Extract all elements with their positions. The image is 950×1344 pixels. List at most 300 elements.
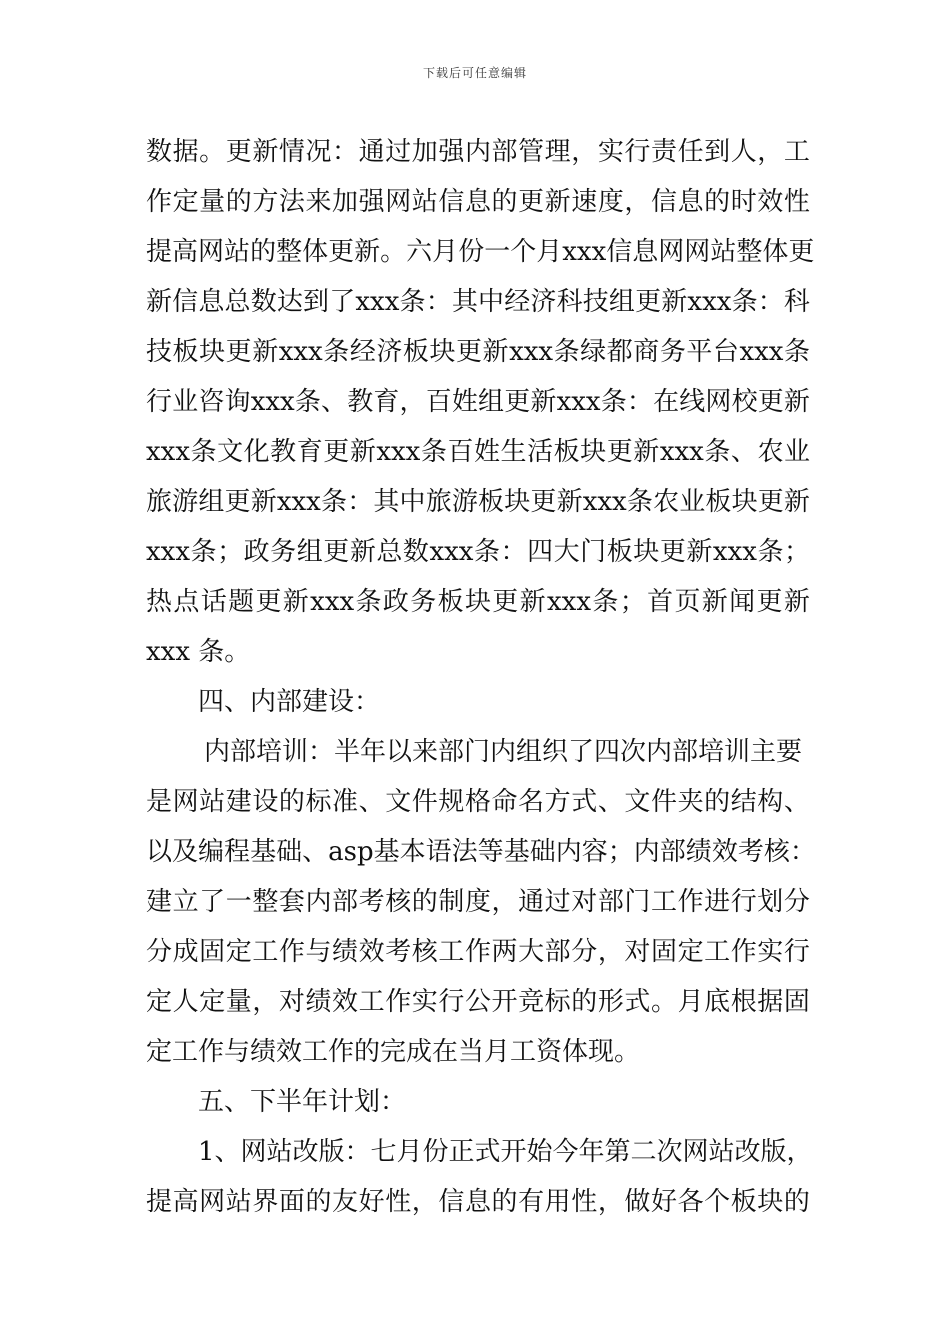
text-glyph: 游 <box>451 487 478 517</box>
text-glyph: 与 <box>305 937 332 967</box>
text-glyph: 以 <box>146 837 173 867</box>
text-glyph: 式 <box>571 787 598 817</box>
text-glyph: 网 <box>684 237 711 267</box>
text-glyph: 更 <box>530 487 557 517</box>
text-glyph: ： <box>425 287 452 317</box>
text-glyph: 量 <box>225 987 252 1017</box>
text-glyph: 其 <box>451 287 478 317</box>
text-glyph: 制 <box>438 887 465 917</box>
text-glyph: 性 <box>385 1187 412 1217</box>
text-glyph: 块 <box>757 1187 784 1217</box>
text-glyph: 的 <box>278 787 305 817</box>
text-glyph: 的 <box>250 237 277 267</box>
section-heading-text: 五、下半年计划： <box>198 1087 407 1117</box>
text-glyph: 、 <box>302 837 329 867</box>
text-glyph: 技 <box>582 287 609 317</box>
text-glyph: 面 <box>278 1187 305 1217</box>
text-glyph: xxx <box>146 437 190 467</box>
text-glyph: 新 <box>146 287 173 317</box>
text-glyph: 育 <box>373 387 400 417</box>
text-glyph: 、 <box>358 787 385 817</box>
text-glyph: 总 <box>224 287 251 317</box>
text-glyph: 个 <box>510 237 537 267</box>
text-glyph: 实 <box>411 987 438 1017</box>
text-glyph: 根 <box>730 987 757 1017</box>
text-glyph: 线 <box>679 387 706 417</box>
text-glyph: 的 <box>305 1187 332 1217</box>
text-glyph: 夹 <box>677 787 704 817</box>
text-glyph: 站 <box>224 237 251 267</box>
text-glyph: 础 <box>276 837 303 867</box>
text-glyph: 了 <box>329 287 356 317</box>
text-glyph: 建 <box>146 887 173 917</box>
text-glyph: 旅 <box>146 487 173 517</box>
text-glyph: 块 <box>199 337 226 367</box>
text-glyph: 分 <box>571 937 598 967</box>
text-glyph: 核 <box>385 887 412 917</box>
text-glyph: 编 <box>198 837 225 867</box>
text-glyph: xxx <box>556 387 601 417</box>
text-glyph: 况 <box>305 137 332 167</box>
text-glyph: xxx <box>712 537 757 567</box>
text-glyph: 板 <box>553 437 580 467</box>
text-glyph: 更 <box>225 337 252 367</box>
text-glyph: 、 <box>321 387 348 417</box>
text-glyph: 题 <box>228 587 255 617</box>
text-glyph: 六 <box>406 237 433 267</box>
text-glyph: 加 <box>411 137 438 167</box>
text-glyph: 息 <box>198 287 225 317</box>
text-glyph: 效 <box>757 187 784 217</box>
text-glyph: 工 <box>438 937 465 967</box>
text-glyph: 方 <box>544 787 571 817</box>
text-glyph: 作 <box>146 187 173 217</box>
text-glyph: 好 <box>358 1187 385 1217</box>
text-glyph: 规 <box>438 787 465 817</box>
text-glyph: 行 <box>438 987 465 1017</box>
text-glyph: 内 <box>633 837 660 867</box>
text-glyph: 语 <box>425 837 452 867</box>
text-glyph: 商 <box>633 337 660 367</box>
text-glyph: 政 <box>243 537 270 567</box>
text-glyph: 界 <box>252 1187 279 1217</box>
text-glyph: 、 <box>597 787 624 817</box>
text-glyph: ： <box>332 137 359 167</box>
text-glyph: 础 <box>529 837 556 867</box>
text-glyph: 两 <box>491 937 518 967</box>
text-glyph: 站 <box>199 787 226 817</box>
text-glyph: 基 <box>503 837 530 867</box>
text-glyph: 网 <box>172 787 199 817</box>
text-glyph: 的 <box>704 187 731 217</box>
text-glyph: 新 <box>633 437 660 467</box>
text-glyph: 情 <box>278 137 305 167</box>
text-glyph: 台 <box>712 337 739 367</box>
text-glyph: 条 <box>626 487 653 517</box>
text-glyph: 程 <box>224 837 251 867</box>
text-glyph: 到 <box>704 137 731 167</box>
text-glyph: 的 <box>491 187 518 217</box>
text-line <box>146 327 810 377</box>
text-line <box>146 277 810 327</box>
text-glyph: 板 <box>705 487 732 517</box>
text-glyph: 话 <box>200 587 227 617</box>
text-glyph: 息 <box>464 1187 491 1217</box>
text-glyph: 新 <box>482 337 509 367</box>
text-glyph: 量 <box>199 187 226 217</box>
text-glyph: 点 <box>173 587 200 617</box>
text-glyph: 更 <box>659 537 686 567</box>
text-glyph: ， <box>411 1187 438 1217</box>
text-glyph: 成 <box>172 937 199 967</box>
text-line <box>146 1027 810 1077</box>
text-glyph: 。 <box>650 987 677 1017</box>
text-glyph: 更 <box>323 537 350 567</box>
text-glyph: 更 <box>492 587 519 617</box>
text-line <box>146 927 810 977</box>
text-glyph: 法 <box>451 837 478 867</box>
text-line <box>146 577 810 627</box>
text-glyph: 定 <box>199 987 226 1017</box>
text-glyph: 公 <box>464 987 491 1017</box>
text-glyph: 绿 <box>580 337 607 367</box>
text-glyph: 更 <box>225 137 252 167</box>
text-glyph: 块 <box>464 587 491 617</box>
text-glyph: ， <box>399 387 426 417</box>
text-glyph: 在 <box>653 387 680 417</box>
section-heading <box>146 1077 810 1127</box>
text-glyph: 整 <box>252 887 279 917</box>
text-glyph: 条 <box>420 437 447 467</box>
text-glyph: 息 <box>677 187 704 217</box>
text-glyph: 中 <box>478 287 505 317</box>
text-glyph: 闻 <box>729 587 756 617</box>
text-glyph: 固 <box>783 987 810 1017</box>
text-glyph: 业 <box>783 437 810 467</box>
text-glyph: 板 <box>402 337 429 367</box>
text-glyph: 底 <box>704 987 731 1017</box>
text-glyph: 新 <box>661 287 688 317</box>
text-glyph: 旅 <box>425 487 452 517</box>
text-glyph: 性 <box>783 187 810 217</box>
text-glyph: 方 <box>252 187 279 217</box>
text-glyph: 作 <box>464 937 491 967</box>
text-glyph: 更 <box>518 187 545 217</box>
text-glyph: 网 <box>658 237 685 267</box>
text-glyph: 格 <box>464 787 491 817</box>
text-glyph: 绩 <box>332 937 359 967</box>
text-glyph: 化 <box>243 437 270 467</box>
text-glyph: 站 <box>710 237 737 267</box>
text-line-content: 内部培训：半年以来部门内组织了四次内部培训主要 <box>204 737 803 767</box>
text-glyph: 份 <box>458 237 485 267</box>
text-glyph: 准 <box>332 787 359 817</box>
text-glyph: 人 <box>172 987 199 1017</box>
text-glyph: 新 <box>701 587 728 617</box>
text-glyph: 组 <box>296 537 323 567</box>
text-glyph: 新 <box>530 387 557 417</box>
text-glyph: 条 <box>323 337 350 367</box>
text-glyph: 容 <box>581 837 608 867</box>
text-glyph: 育 <box>296 437 323 467</box>
text-glyph: xxx <box>739 337 784 367</box>
text-glyph: xxx <box>376 437 421 467</box>
text-glyph: 询 <box>224 387 251 417</box>
text-glyph: 生 <box>500 437 527 467</box>
text-glyph: 大 <box>518 937 545 967</box>
text-glyph: xxx <box>310 587 355 617</box>
text-glyph: 信 <box>438 187 465 217</box>
text-glyph: 更 <box>606 437 633 467</box>
text-glyph: 内 <box>464 137 491 167</box>
text-glyph: 科 <box>556 287 583 317</box>
text-line <box>146 427 810 477</box>
text-glyph: 法 <box>278 187 305 217</box>
text-glyph: 提 <box>146 1187 173 1217</box>
text-glyph: 校 <box>731 387 758 417</box>
text-glyph: 新 <box>349 437 376 467</box>
text-glyph: 中 <box>399 487 426 517</box>
text-glyph: 友 <box>332 1187 359 1217</box>
text-glyph: 责 <box>650 137 677 167</box>
text-glyph: 务 <box>270 537 297 567</box>
text-glyph: 百 <box>447 437 474 467</box>
text-glyph: 新 <box>686 537 713 567</box>
text-glyph: 作 <box>730 937 757 967</box>
text-glyph: 网 <box>385 187 412 217</box>
text-glyph: 济 <box>530 287 557 317</box>
text-glyph: 作 <box>677 887 704 917</box>
text-glyph: 是 <box>146 787 173 817</box>
text-glyph: 组 <box>608 287 635 317</box>
text-glyph: 据 <box>757 987 784 1017</box>
text-glyph: 新 <box>250 487 277 517</box>
text-glyph: 建 <box>225 787 252 817</box>
text-glyph: ： <box>789 837 816 867</box>
text-glyph: 网 <box>199 1187 226 1217</box>
text-glyph: 经 <box>349 337 376 367</box>
text-glyph: 通 <box>518 887 545 917</box>
text-glyph: 整 <box>276 237 303 267</box>
text-glyph: 条 <box>731 287 758 317</box>
text-line-content: 1、网站改版：七月份正式开始今年第二次网站改版， <box>198 1137 813 1167</box>
text-glyph: 条 <box>399 287 426 317</box>
text-glyph: 信 <box>650 187 677 217</box>
text-glyph: 首 <box>647 587 674 617</box>
text-glyph: 行 <box>783 937 810 967</box>
text-glyph: 条 <box>553 337 580 367</box>
text-glyph: 块 <box>580 437 607 467</box>
text-glyph: 速 <box>571 187 598 217</box>
text-glyph: 条 <box>473 537 500 567</box>
text-glyph: ， <box>597 1187 624 1217</box>
text-glyph: ； <box>217 537 244 567</box>
text-glyph: 页 <box>674 587 701 617</box>
text-glyph: 体 <box>302 237 329 267</box>
text-line <box>146 177 810 227</box>
text-glyph: ； <box>607 837 634 867</box>
text-glyph: xxx <box>278 337 323 367</box>
text-glyph: 用 <box>544 1187 571 1217</box>
text-line-content: xxx 条。 <box>146 637 251 667</box>
text-glyph: 一 <box>225 887 252 917</box>
text-glyph: 名 <box>518 787 545 817</box>
text-glyph: 教 <box>347 387 374 417</box>
text-glyph: 性 <box>571 1187 598 1217</box>
text-glyph: 政 <box>382 587 409 617</box>
text-glyph: 实 <box>757 937 784 967</box>
text-line <box>146 727 810 777</box>
text-glyph: 个 <box>704 1187 731 1217</box>
text-glyph: 固 <box>650 937 677 967</box>
text-glyph: 条 <box>783 337 810 367</box>
text-glyph: 新 <box>556 487 583 517</box>
text-glyph: 大 <box>553 537 580 567</box>
text-glyph: 达 <box>276 287 303 317</box>
document-body <box>146 127 816 1227</box>
text-glyph: 行 <box>624 137 651 167</box>
text-glyph: 游 <box>172 487 199 517</box>
text-line <box>146 977 810 1027</box>
text-glyph: xxx <box>582 487 627 517</box>
text-line <box>146 227 815 277</box>
text-glyph: 信 <box>172 287 199 317</box>
text-glyph: 息 <box>464 187 491 217</box>
text-glyph: ： <box>347 487 374 517</box>
text-glyph: 整 <box>736 237 763 267</box>
section-heading <box>146 677 810 727</box>
text-glyph: 行 <box>730 887 757 917</box>
text-glyph: xxx <box>146 537 190 567</box>
text-glyph: 更 <box>757 387 784 417</box>
text-glyph: 新 <box>349 537 376 567</box>
text-glyph: 板 <box>172 337 199 367</box>
text-glyph: 新 <box>783 387 810 417</box>
text-glyph: 绩 <box>305 987 332 1017</box>
text-glyph: 件 <box>650 787 677 817</box>
text-glyph: 绩 <box>685 837 712 867</box>
text-glyph: 数 <box>250 287 277 317</box>
text-glyph: 对 <box>278 987 305 1017</box>
text-glyph: 过 <box>544 887 571 917</box>
text-glyph: ； <box>783 537 810 567</box>
text-glyph: 块 <box>504 487 531 517</box>
text-glyph: 作 <box>278 937 305 967</box>
text-glyph: 门 <box>580 537 607 567</box>
text-glyph: 农 <box>757 437 784 467</box>
text-glyph: 更 <box>756 587 783 617</box>
text-glyph: 的 <box>704 787 731 817</box>
text-glyph: 部 <box>332 887 359 917</box>
text-glyph: 核 <box>411 937 438 967</box>
text-glyph: 工 <box>358 987 385 1017</box>
text-glyph: 信 <box>438 1187 465 1217</box>
text-glyph: 部 <box>597 887 624 917</box>
text-glyph: 了 <box>199 887 226 917</box>
text-glyph: 内 <box>555 837 582 867</box>
text-glyph: ， <box>252 987 279 1017</box>
text-glyph: 考 <box>358 887 385 917</box>
text-glyph: 其 <box>373 487 400 517</box>
text-glyph: 姓 <box>473 437 500 467</box>
text-glyph: 更 <box>328 237 355 267</box>
text-glyph: 网 <box>705 387 732 417</box>
text-glyph: 本 <box>399 837 426 867</box>
text-glyph: 高 <box>172 1187 199 1217</box>
text-glyph: 月 <box>432 237 459 267</box>
text-glyph: 板 <box>730 1187 757 1217</box>
text-glyph: 部 <box>659 837 686 867</box>
text-glyph: 件 <box>411 787 438 817</box>
text-glyph: 部 <box>491 137 518 167</box>
text-glyph: 条 <box>600 387 627 417</box>
text-line <box>146 477 810 527</box>
text-glyph: 做 <box>624 1187 651 1217</box>
text-glyph: 内 <box>305 887 332 917</box>
text-line <box>146 827 816 877</box>
text-glyph: 组 <box>198 487 225 517</box>
text-glyph: 务 <box>410 587 437 617</box>
text-glyph: 月 <box>677 987 704 1017</box>
text-glyph: 等 <box>477 837 504 867</box>
text-glyph: 效 <box>332 987 359 1017</box>
text-glyph: 新 <box>252 137 279 167</box>
text-glyph: 条 <box>704 437 731 467</box>
text-line <box>146 1177 810 1227</box>
text-glyph: 新 <box>252 337 279 367</box>
text-glyph: 式 <box>624 987 651 1017</box>
text-glyph: xxx <box>276 487 321 517</box>
text-glyph: 对 <box>571 887 598 917</box>
text-glyph: 行 <box>146 387 173 417</box>
text-glyph: 标 <box>305 787 332 817</box>
text-glyph: 科 <box>783 287 810 317</box>
text-glyph: 过 <box>385 137 412 167</box>
text-glyph: ； <box>619 587 646 617</box>
text-glyph: 度 <box>597 187 624 217</box>
text-glyph: xxx <box>659 437 704 467</box>
text-glyph: asp <box>328 837 374 867</box>
text-glyph: 、 <box>783 787 810 817</box>
text-glyph: 更 <box>456 337 483 367</box>
text-glyph: 工 <box>783 137 810 167</box>
text-glyph: 分 <box>783 887 810 917</box>
text-glyph: 更 <box>323 437 350 467</box>
text-glyph: 的 <box>783 1187 810 1217</box>
text-glyph: 经 <box>504 287 531 317</box>
text-glyph: ， <box>571 137 598 167</box>
text-glyph: 。 <box>199 137 226 167</box>
text-glyph: 有 <box>518 1187 545 1217</box>
text-line <box>146 1127 813 1177</box>
text-glyph: 条 <box>294 387 321 417</box>
text-glyph: 形 <box>597 987 624 1017</box>
text-glyph: 基 <box>250 837 277 867</box>
text-glyph: 块 <box>633 537 660 567</box>
text-glyph: xxx <box>562 237 607 267</box>
text-glyph: 考 <box>385 937 412 967</box>
text-glyph: 构 <box>757 787 784 817</box>
text-glyph: 高 <box>172 237 199 267</box>
text-glyph: 核 <box>763 837 790 867</box>
text-glyph: 条 <box>757 537 784 567</box>
text-glyph: 站 <box>411 187 438 217</box>
text-glyph: 划 <box>757 887 784 917</box>
text-glyph: 提 <box>146 237 173 267</box>
text-glyph: 数 <box>146 137 173 167</box>
text-glyph: 新 <box>783 587 810 617</box>
text-glyph: 新 <box>519 587 546 617</box>
